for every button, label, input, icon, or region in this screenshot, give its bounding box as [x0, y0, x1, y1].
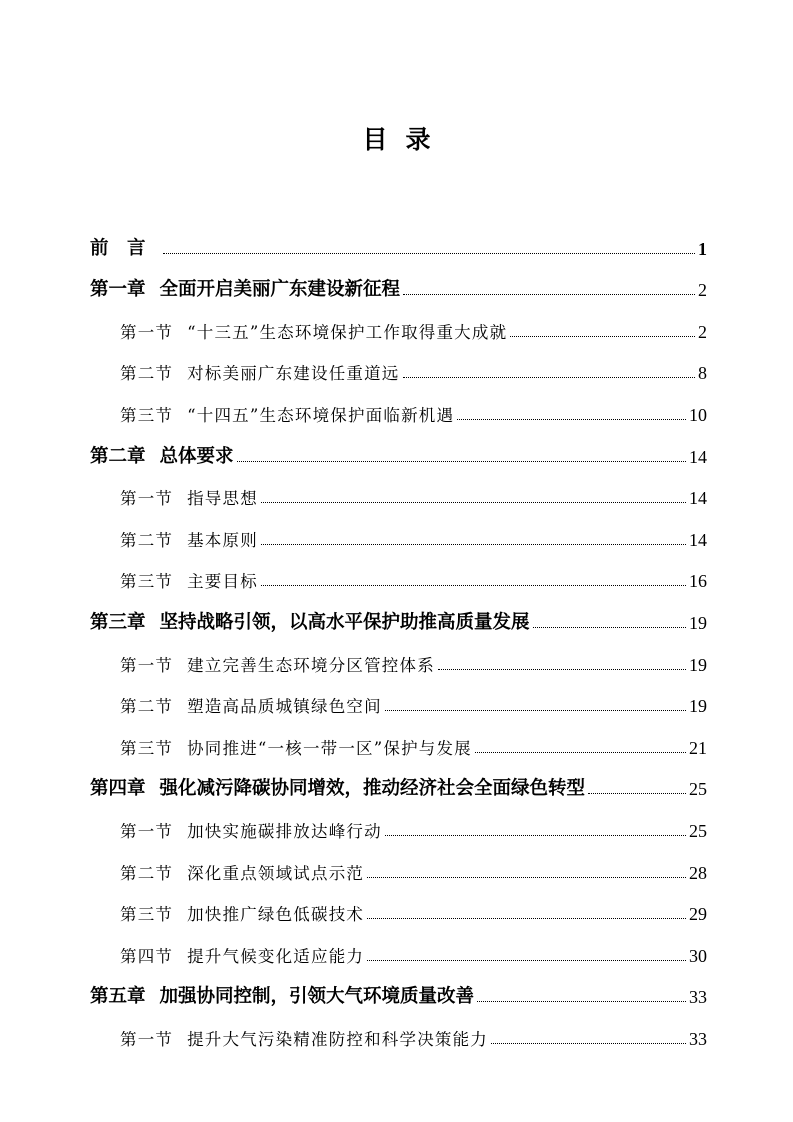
- toc-leader-dots: [588, 792, 686, 794]
- toc-section-entry[interactable]: [90, 717, 707, 759]
- toc-leader-dots: [491, 1042, 686, 1044]
- toc-page-number: 10: [689, 404, 707, 425]
- toc-entry-number: 第二章: [90, 445, 146, 467]
- toc-chapter-entry[interactable]: [90, 592, 707, 634]
- toc-page-number: 2: [698, 280, 707, 301]
- toc-entry-title: 提升大气污染精准防控和科学决策能力: [187, 1029, 489, 1049]
- toc-page-number: 8: [698, 363, 707, 384]
- toc-leader-dots: [261, 543, 686, 545]
- toc-leader-dots: [261, 584, 686, 586]
- toc-leader-dots: [237, 460, 686, 462]
- toc-entry-number: 第三章: [90, 611, 146, 633]
- toc-leader-dots: [438, 668, 686, 670]
- toc-entry-number: 第四节: [120, 946, 174, 966]
- toc-entry-number: 第二节: [120, 863, 174, 883]
- toc-leader-dots: [367, 876, 686, 878]
- toc-page-number: 21: [689, 737, 707, 758]
- toc-entry-number: 第二节: [120, 697, 174, 717]
- toc-section-entry[interactable]: [90, 1008, 707, 1050]
- toc-entry-title: 协同推进“一核一带一区”保护与发展: [187, 738, 472, 758]
- toc-entry-number: 第四章: [90, 778, 146, 800]
- toc-page-number: 14: [689, 529, 707, 550]
- toc-page-number: 33: [689, 987, 707, 1008]
- toc-entry-number: 第二节: [120, 530, 174, 550]
- toc-section-entry[interactable]: [90, 301, 707, 343]
- toc-entry-number: 第一章: [90, 279, 146, 301]
- toc-entry-title: 塑造高品质城镇绿色空间: [187, 697, 382, 717]
- toc-entry-number: 第五章: [90, 986, 146, 1008]
- toc-section-entry[interactable]: [90, 509, 707, 551]
- toc-entry-title: “十四五”生态环境保护面临新机遇: [187, 405, 455, 425]
- toc-section-entry[interactable]: [90, 343, 707, 385]
- toc-section-entry[interactable]: [90, 551, 707, 593]
- toc-page-number: 25: [689, 820, 707, 841]
- toc-chapter-entry[interactable]: [90, 218, 707, 260]
- toc-entry-number: 第三节: [120, 405, 174, 425]
- toc-entry-number: 第一节: [120, 322, 174, 342]
- toc-leader-dots: [403, 293, 695, 295]
- toc-page-number: 28: [689, 862, 707, 883]
- toc-entry-title: 主要目标: [187, 572, 258, 592]
- toc-leader-dots: [385, 834, 686, 836]
- toc-page-number: 19: [689, 654, 707, 675]
- toc-leader-dots: [477, 1000, 686, 1002]
- toc-entry-title: 总体要求: [159, 445, 234, 467]
- toc-section-entry[interactable]: [90, 800, 707, 842]
- toc-section-entry[interactable]: [90, 384, 707, 426]
- toc-leader-dots: [475, 751, 686, 753]
- toc-chapter-entry[interactable]: [90, 260, 707, 302]
- toc-entry-title: 对标美丽广东建设任重道远: [187, 364, 400, 384]
- toc-page-number: 16: [689, 571, 707, 592]
- toc-page-number: 29: [689, 904, 707, 925]
- toc-section-entry[interactable]: [90, 925, 707, 967]
- toc-entry-number: 第一节: [120, 821, 174, 841]
- toc-section-entry[interactable]: [90, 676, 707, 718]
- toc-entry-title: 全面开启美丽广东建设新征程: [159, 279, 401, 301]
- toc-entry-number: 第一节: [120, 655, 174, 675]
- toc-section-entry[interactable]: [90, 884, 707, 926]
- toc-leader-dots: [367, 917, 686, 919]
- toc-page-number: 19: [689, 696, 707, 717]
- toc-entry-title: 加快推广绿色低碳技术: [187, 905, 365, 925]
- toc-entry-number: 第二节: [120, 364, 174, 384]
- toc-page-number: 2: [698, 321, 707, 342]
- toc-entry-number: 第一节: [120, 1029, 174, 1049]
- toc-leader-dots: [403, 376, 695, 378]
- toc-section-entry[interactable]: [90, 634, 707, 676]
- toc-entry-title: 建立完善生态环境分区管控体系: [187, 655, 435, 675]
- toc-entry-title: “十三五”生态环境保护工作取得重大成就: [187, 322, 508, 342]
- toc-entry-title: 加快实施碳排放达峰行动: [187, 821, 382, 841]
- toc-leader-dots: [533, 626, 686, 628]
- table-of-contents: [90, 218, 707, 1050]
- toc-leader-dots: [457, 418, 686, 420]
- toc-chapter-entry[interactable]: [90, 967, 707, 1009]
- page-title: 目录: [362, 125, 449, 154]
- toc-entry-number: 前 言: [90, 237, 146, 259]
- toc-entry-title: 强化减污降碳协同增效，推动经济社会全面绿色转型: [159, 778, 586, 800]
- toc-entry-title: 提升气候变化适应能力: [187, 946, 365, 966]
- toc-page-number: 19: [689, 612, 707, 633]
- toc-entry-number: 第三节: [120, 572, 174, 592]
- toc-entry-title: 指导思想: [187, 489, 258, 509]
- toc-leader-dots: [163, 252, 695, 254]
- toc-entry-title: 基本原则: [187, 530, 258, 550]
- toc-page-number: 1: [698, 238, 707, 259]
- toc-entry-number: 第三节: [120, 738, 174, 758]
- toc-page-number: 30: [689, 945, 707, 966]
- toc-page-number: 14: [689, 488, 707, 509]
- toc-page-number: 25: [689, 779, 707, 800]
- toc-entry-number: 第一节: [120, 489, 174, 509]
- toc-entry-title: 深化重点领域试点示范: [187, 863, 365, 883]
- toc-entry-title: 加强协同控制，引领大气环境质量改善: [159, 986, 475, 1008]
- toc-chapter-entry[interactable]: [90, 426, 707, 468]
- toc-leader-dots: [385, 709, 686, 711]
- toc-section-entry[interactable]: [90, 842, 707, 884]
- toc-section-entry[interactable]: [90, 468, 707, 510]
- toc-chapter-entry[interactable]: [90, 759, 707, 801]
- toc-page-number: 33: [689, 1028, 707, 1049]
- toc-entry-title: 坚持战略引领，以高水平保护助推高质量发展: [159, 611, 530, 633]
- toc-leader-dots: [261, 501, 686, 503]
- toc-entry-number: 第三节: [120, 905, 174, 925]
- toc-leader-dots: [367, 959, 686, 961]
- toc-page-number: 14: [689, 446, 707, 467]
- toc-leader-dots: [510, 335, 695, 337]
